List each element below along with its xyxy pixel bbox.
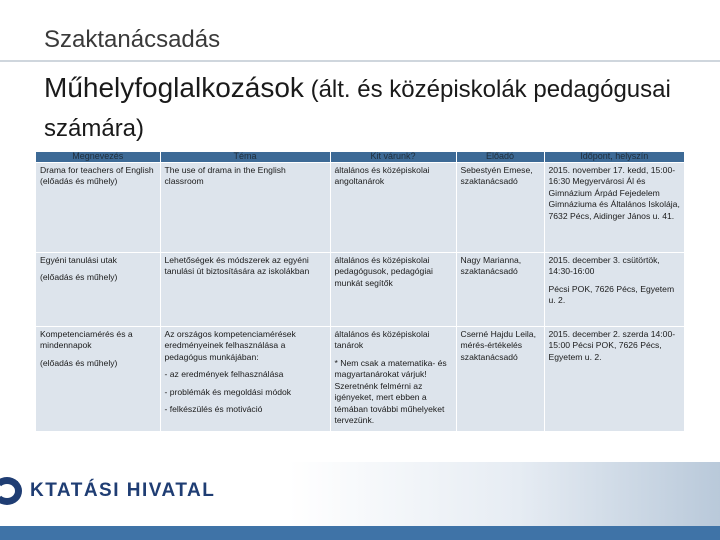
audience-cell — [330, 162, 456, 252]
cell-text: Az országos kompetenciamérések eredményeinek felhasználása a pedagógus munkájában: — [164, 328, 296, 362]
cell-text: általános és középiskolai pedagógusok, pedagógiai munkát segítők — [334, 254, 433, 288]
time-place-cell — [544, 326, 684, 431]
name-cell — [36, 326, 160, 431]
cell-text: Egyéni tanulási utak — [40, 254, 117, 265]
cell-text: 2015. december 2. szerda 14:00-15:00 Pécsi POK, 7626 Pécs, Egyetem u. 2. — [548, 328, 676, 362]
table-row — [36, 252, 684, 326]
header-cell: Megnevezés — [36, 152, 160, 162]
time-place-cell — [544, 252, 684, 326]
topic-cell — [160, 326, 330, 431]
topic-cell — [160, 252, 330, 326]
cell-text: általános és középiskolai tanárok — [334, 328, 430, 350]
slide-title: Szaktanácsadás — [44, 26, 221, 53]
bottom-bar — [0, 526, 720, 540]
brand-arc-icon — [2, 477, 28, 505]
cell-text: általános és középiskolai angoltanárok — [334, 164, 430, 186]
cell-text: Cserné Hajdu Leila, mérés-értékelés szaktanácsadó — [460, 328, 536, 362]
slide-subtitle — [44, 70, 684, 150]
cell-text: Sebestyén Emese, szaktanácsadó — [460, 164, 533, 186]
cell-text: Pécsi POK, 7626 Pécs, Egyetem u. 2. — [548, 283, 675, 305]
cell-text: - problémák és megoldási módok — [164, 386, 292, 397]
cell-text: (előadás és műhely) — [40, 357, 118, 368]
cell-text: Drama for teachers of English — [40, 164, 154, 175]
cell-text: (előadás és műhely) — [40, 176, 118, 186]
title-divider — [0, 60, 720, 62]
name-cell — [36, 162, 160, 252]
cell-text: * Nem csak a matematika- és magyartanárokat várjuk! Szeretnénk felmérni az igényeket, mert ebben a témában további műhelyeket tervezünk. — [334, 357, 447, 425]
table-row — [36, 326, 684, 431]
header-cell: Időpont, helyszín — [544, 152, 684, 162]
subtitle-rest: (ált. és középiskolák pedagógusai számára) — [44, 76, 671, 142]
logo-text: KTATÁSI HIVATAL — [30, 480, 216, 501]
cell-text: Kompetenciamérés és a mindennapok — [40, 328, 133, 350]
table-row — [36, 162, 684, 252]
header-cell: Téma — [160, 152, 330, 162]
cell-text: - felkészülés és motiváció — [164, 404, 263, 414]
ktatasi-hivatal-logo — [0, 477, 215, 505]
presenter-cell — [456, 252, 544, 326]
header-cell: Előadó — [456, 152, 544, 162]
workshop-table — [36, 152, 684, 431]
table-header-row — [36, 152, 684, 162]
subtitle-main: Műhelyfoglalkozások — [44, 72, 304, 103]
time-place-cell — [544, 162, 684, 252]
cell-text: - az eredmények felhasználása — [164, 369, 284, 379]
name-cell — [36, 252, 160, 326]
topic-cell — [160, 162, 330, 252]
cell-text: 2015. december 3. csütörtök, 14:30-16:00 — [548, 254, 660, 276]
presenter-cell — [456, 162, 544, 252]
cell-text: Lehetőségek és módszerek az egyéni tanulási út biztosítására az iskolákban — [164, 254, 310, 276]
cell-text: The use of drama in the English classroom — [164, 164, 286, 186]
audience-cell — [330, 326, 456, 431]
cell-text: (előadás és műhely) — [40, 272, 118, 282]
cell-text: 2015. november 17. kedd, 15:00-16:30 Megyervárosi Ál és Gimnázium Árpád Fejedelem Gimnáziuma és Általános Iskolája, 7632 Pécs, Aidinger János u. 41. — [548, 164, 680, 221]
presenter-cell — [456, 326, 544, 431]
cell-text: Nagy Marianna, szaktanácsadó — [460, 254, 522, 276]
audience-cell — [330, 252, 456, 326]
header-cell: Kit várunk? — [330, 152, 456, 162]
